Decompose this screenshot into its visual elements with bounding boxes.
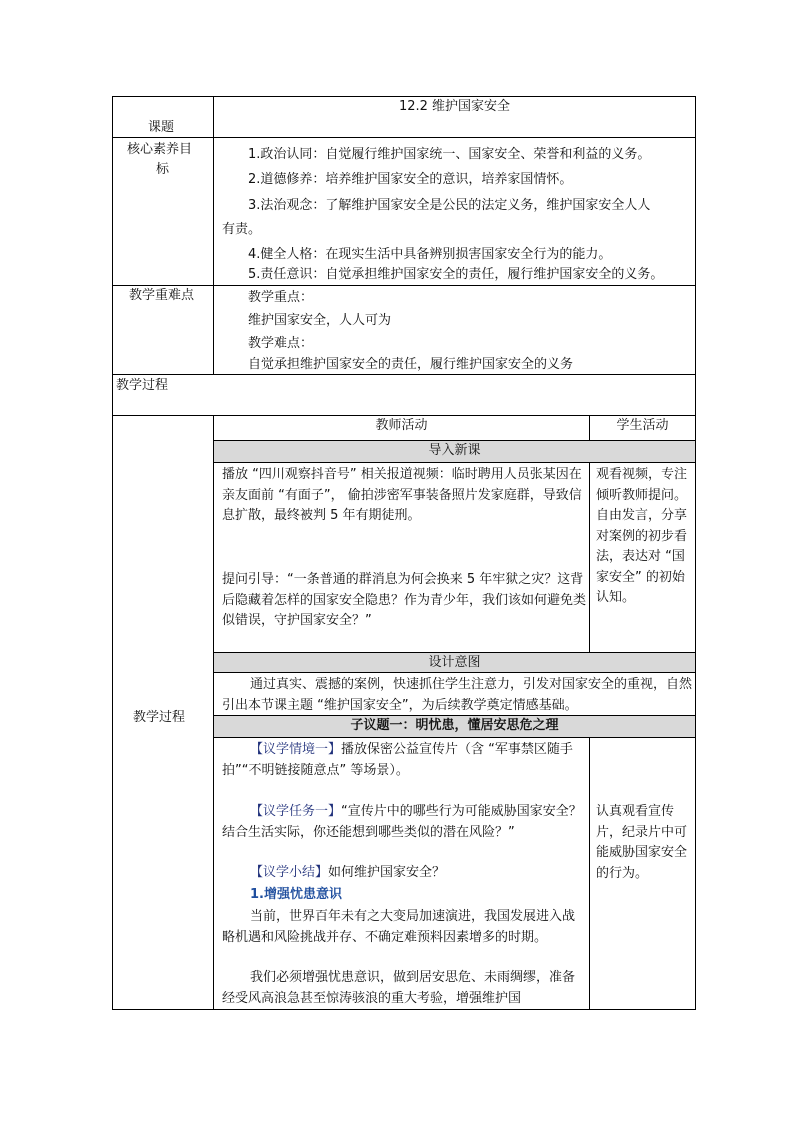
intro-teacher-text: 播放 “四川观察抖音号” 相关报道视频：临时聘用人员张某因在亲友面前 “有面子”， 偷拍涉密军事装备照片发家庭群，导致信息扩散，最终被判 5 年有期徒刑。: [222, 467, 582, 523]
design-intent-header: 设计意图: [428, 655, 481, 670]
design-intent-text: 通过真实、震撼的案例，快速抓住学生注意力，引发对国家安全的重视，自然引出本节课主题 “维护国家安全”，为后续教学奠定情感基础。: [222, 677, 693, 713]
task-tag: 【议学任务一】: [250, 804, 342, 819]
goal-item: 4.健全人格：在现实生活中具备辨别损害国家安全行为的能力。: [248, 247, 612, 262]
point1-paragraph: 当前，世界百年未有之大变局加速演进，我国发展进入战略机遇和风险挑战并存、不确定难预料因素增多的时期。: [222, 909, 576, 945]
row-divider: [112, 285, 696, 286]
scene-text: 播放保密公益宣传片（含 “军事禁区随手拍”“不明链接随意点” 等场景）。: [222, 742, 573, 778]
goal-item: 5.责任意识：自觉承担维护国家安全的责任，履行维护国家安全的义务。: [248, 267, 664, 282]
student-column-divider: [589, 737, 590, 1010]
goal-item: 2.道德修养：培养维护国家安全的意识，培养家国情怀。: [248, 172, 573, 187]
row-divider: [214, 462, 696, 463]
intro-teacher-question: 提问引导：“一条普通的群消息为何会换来 5 年牢狱之灾？这背后隐藏着怎样的国家安全隐患？作为青少年，我们该如何避免类似错误，守护国家安全？”: [222, 572, 587, 628]
task-paragraph: [222, 802, 586, 843]
process-side-label: 教学过程: [133, 710, 186, 725]
summary-text: 如何维护国家安全？: [328, 865, 446, 880]
table-border-bottom: [112, 1009, 696, 1010]
process-heading: 教学过程: [116, 378, 169, 393]
subtopic-header: 子议题一：明忧患，懂居安思危之理: [350, 718, 559, 733]
table-border-right: [695, 96, 696, 1010]
summary-tag: 【议学小结】: [250, 865, 329, 880]
course-title: 12.2 维护国家安全: [398, 99, 511, 114]
goals-label: 核心素养目: [127, 142, 193, 157]
difficulty-text: 自觉承担维护国家安全的责任，履行维护国家安全的义务: [248, 357, 574, 372]
scene-tag: 【议学情境一】: [250, 742, 342, 757]
student-column-divider: [589, 462, 590, 653]
goals-label: 标: [156, 162, 170, 177]
label-column-divider: [213, 96, 214, 375]
point1-paragraph: 我们必须增强忧患意识，做到居安思危、未雨绸缪，准备经受风高浪急甚至惊涛骇浪的重大考验，增强维护国: [222, 970, 576, 1006]
table-border-left: [112, 96, 113, 1010]
intro-section-header: 导入新课: [428, 443, 481, 458]
focus-text: 维护国家安全，人人可为: [248, 313, 392, 328]
goal-item: 3.法治观念：了解维护国家安全是公民的法定义务，维护国家安全人人: [248, 198, 651, 213]
row-divider: [214, 737, 696, 738]
subtopic-student-text: 认真观看宣传片，纪录片中可能威胁国家安全的行为。: [596, 804, 688, 881]
point1-title: 1.增强忧患意识: [250, 887, 342, 902]
scene-paragraph: [222, 740, 586, 781]
course-label: 课题: [148, 120, 175, 135]
difficulty-label: 教学难点：: [248, 336, 314, 351]
focus-label: 教学重点：: [248, 290, 314, 305]
goal-item: 有责。: [222, 222, 262, 237]
intro-student-text: 观看视频，专注倾听教师提问。自由发言，分享对案例的初步看法，表达对 “国家安全” 的初始认知。: [596, 467, 688, 605]
summary-paragraph: [222, 863, 586, 884]
row-divider: [112, 137, 696, 138]
student-activity-header: 学生活动: [616, 418, 669, 433]
label-column-divider: [213, 415, 214, 1010]
goal-item: 1.政治认同：自觉履行维护国家统一、国家安全、荣誉和利益的义务。: [248, 147, 651, 162]
task-text: “宣传片中的哪些行为可能威胁国家安全？结合生活实际，你还能想到哪些类似的潜在风险？”: [222, 804, 582, 840]
key-points-label: 教学重难点: [129, 288, 195, 303]
teacher-activity-header: 教师活动: [375, 418, 428, 433]
